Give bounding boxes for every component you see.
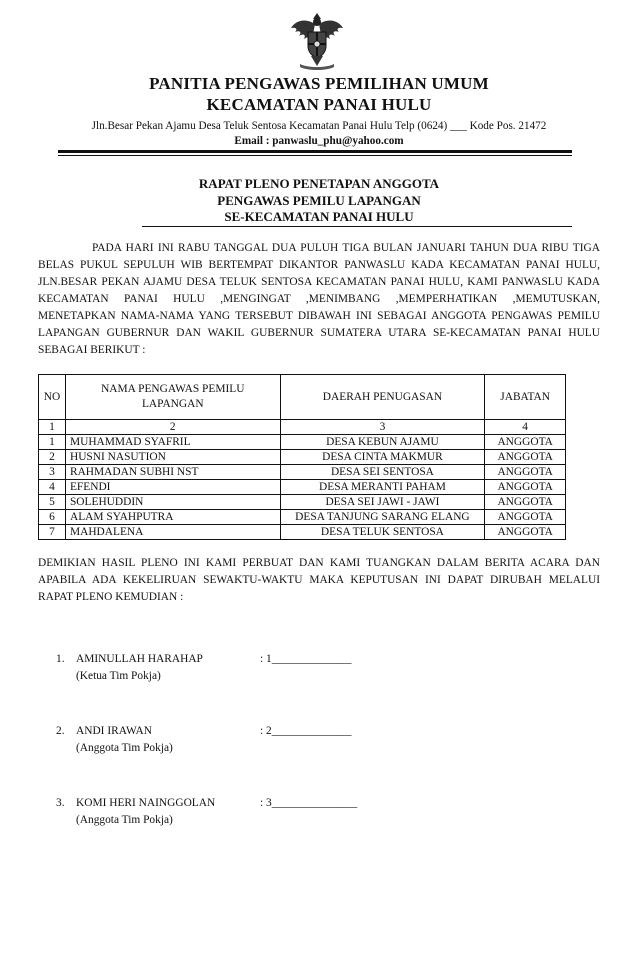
table-row [39, 510, 566, 525]
row-area: DESA SEI JAWI - JAWI [280, 495, 485, 510]
letterhead-thick-rule [58, 150, 572, 153]
row-area: DESA SEI SENTOSA [280, 465, 485, 480]
row-name: SOLEHUDDIN [65, 495, 280, 510]
table-row [39, 465, 566, 480]
row-job: ANGGOTA [485, 435, 566, 450]
row-no: 1 [39, 435, 66, 450]
signature-line: : 3_______________ [260, 797, 358, 809]
document-title-line3: SE-KECAMATAN PANAI HULU [224, 209, 414, 224]
signatory-number: 3. [56, 797, 65, 809]
signatory-role: (Anggota Tim Pokja) [76, 742, 173, 754]
row-area: DESA MERANTI PAHAM [280, 480, 485, 495]
row-name: MUHAMMAD SYAFRIL [65, 435, 280, 450]
signatory-role: (Anggota Tim Pokja) [76, 814, 173, 826]
row-area: DESA KEBUN AJAMU [280, 435, 485, 450]
header-name-line1: NAMA PENGAWAS PEMILU [101, 383, 245, 395]
header-area: DAERAH PENUGASAN [280, 375, 485, 420]
letterhead-thin-rule [58, 155, 572, 156]
row-job: ANGGOTA [485, 525, 566, 540]
signatory-name: KOMI HERI NAINGGOLAN [76, 797, 216, 809]
signatory-role: (Ketua Tim Pokja) [76, 670, 161, 682]
document-title-line2: PENGAWAS PEMILU LAPANGAN [217, 193, 421, 208]
closing-paragraph: DEMIKIAN HASIL PLENO INI KAMI PERBUAT DAN KAMI TUANGKAN DALAM BERITA ACARA DAN APABILA ADA KEKELIRUAN SEWAKTU-WAKTU MAKA KEPUTUSAN INI DAPAT DIRUBAH MELALUI RAPAT PLENO KEMUDIAN : [38, 557, 600, 603]
header-name-line2: LAPANGAN [141, 398, 204, 410]
column-number: 4 [485, 420, 566, 435]
row-job: ANGGOTA [485, 510, 566, 525]
opening-paragraph: PADA HARI INI RABU TANGGAL DUA PULUH TIGA BULAN JANUARI TAHUN DUA RIBU TIGA BELAS PUKUL SEPULUH WIB BERTEMPAT DIKANTOR PANWASLU KADA KECAMATAN PANAI HULU, JLN.BESAR PEKAN AJAMU DESA TELUK SENTOSA KECAMATAN PANAI HULU, KAMI PANWASLU KADA KECAMATAN PANAI HULU ,MENGINGAT ,MENIMBANG ,MEMPERHATIKAN ,MEMUTUSKAN, MENETAPKAN NAMA-NAMA YANG TERSEBUT DIBAWAH INI SEBAGAI ANGGOTA PENGAWAS PEMILU LAPANGAN GUBERNUR DAN WAKIL GUBERNUR SUMATERA UTARA SE-KECAMATAN PANAI HULU SEBAGAI BERIKUT : [38, 242, 600, 356]
row-area: DESA TANJUNG SARANG ELANG [280, 510, 485, 525]
table-row [39, 525, 566, 540]
table-row [39, 480, 566, 495]
document-title-line1: RAPAT PLENO PENETAPAN ANGGOTA [198, 176, 440, 191]
column-number-row [39, 420, 566, 435]
row-job: ANGGOTA [485, 450, 566, 465]
signatory-number: 2. [56, 725, 65, 737]
row-no: 2 [39, 450, 66, 465]
column-number: 3 [280, 420, 485, 435]
org-address: Jln.Besar Pekan Ajamu Desa Teluk Sentosa Kecamatan Panai Hulu Telp (0624) ___ Kode Pos. 21472 [91, 120, 547, 132]
garuda-emblem-icon [286, 10, 348, 72]
table-header-row [39, 375, 566, 420]
row-job: ANGGOTA [485, 480, 566, 495]
table-row [39, 450, 566, 465]
org-name-line1: PANITIA PENGAWAS PEMILIHAN UMUM [149, 74, 489, 93]
row-name: MAHDALENA [65, 525, 280, 540]
members-table [38, 374, 566, 540]
title-underline [142, 226, 572, 227]
header-name [65, 375, 280, 420]
row-job: ANGGOTA [485, 465, 566, 480]
column-number: 2 [65, 420, 280, 435]
row-name: ALAM SYAHPUTRA [65, 510, 280, 525]
row-name: EFENDI [65, 480, 280, 495]
header-no: NO [39, 375, 66, 420]
org-email: Email : panwaslu_phu@yahoo.com [234, 135, 404, 147]
table-row [39, 495, 566, 510]
column-number: 1 [39, 420, 66, 435]
row-no: 3 [39, 465, 66, 480]
row-area: DESA TELUK SENTOSA [280, 525, 485, 540]
row-no: 6 [39, 510, 66, 525]
org-name-line2: KECAMATAN PANAI HULU [206, 95, 432, 114]
row-area: DESA CINTA MAKMUR [280, 450, 485, 465]
signatory-name: ANDI IRAWAN [76, 725, 152, 737]
signature-line: : 1______________ [260, 653, 352, 665]
row-name: HUSNI NASUTION [65, 450, 280, 465]
signatory-number: 1. [56, 653, 65, 665]
table-row [39, 435, 566, 450]
row-no: 4 [39, 480, 66, 495]
header-job: JABATAN [485, 375, 566, 420]
row-no: 7 [39, 525, 66, 540]
row-no: 5 [39, 495, 66, 510]
row-job: ANGGOTA [485, 495, 566, 510]
signatory-name: AMINULLAH HARAHAP [76, 653, 203, 665]
signature-line: : 2______________ [260, 725, 352, 737]
row-name: RAHMADAN SUBHI NST [65, 465, 280, 480]
